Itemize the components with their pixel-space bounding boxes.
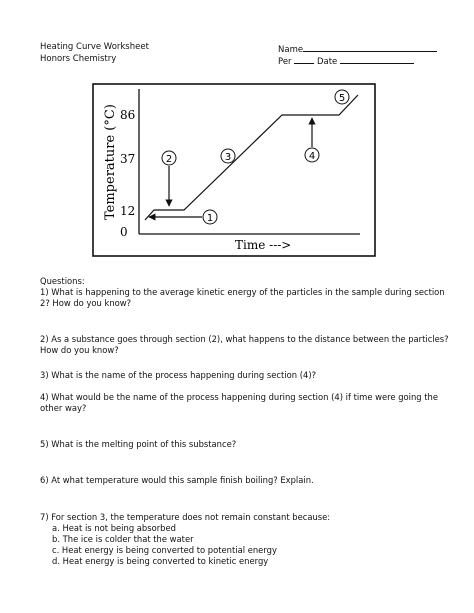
question-5: 5) What is the melting point of this substance? xyxy=(40,439,237,449)
y-tick-37: 37 xyxy=(120,152,136,166)
name-label: Name xyxy=(278,45,304,55)
question-4: 4) What would be the name of the process happening during section (4) if time were going the other way? xyxy=(40,392,439,413)
question-6: 6) At what temperature would this sample finish boiling? Explain. xyxy=(40,475,314,485)
worksheet-title: Heating Curve Worksheet xyxy=(40,42,149,52)
y-tick-12: 12 xyxy=(120,204,136,218)
course-name: Honors Chemistry xyxy=(40,54,117,64)
heating-curve-line xyxy=(145,95,358,220)
questions-heading: Questions: xyxy=(40,276,85,286)
y-axis-label: Temperature (°C) xyxy=(103,104,118,220)
date-label: Date xyxy=(316,57,338,67)
y-tick-86: 86 xyxy=(120,108,136,122)
question-2: 2) As a substance goes through section (2), what happens to the distance between the particles? How do you know? xyxy=(40,334,449,355)
question-7: 7) For section 3, the temperature does not remain constant because: xyxy=(40,512,331,522)
marker-3-label: 3 xyxy=(224,152,232,163)
per-label: Per xyxy=(278,57,292,67)
per-date-line xyxy=(278,54,414,68)
option-d: d. Heat energy is being converted to kinetic energy xyxy=(52,556,269,566)
per-field[interactable] xyxy=(294,54,314,64)
question-1: 1) What is happening to the average kinetic energy of the particles in the sample during section 2? How do you know? xyxy=(40,287,445,308)
marker-2-label: 2 xyxy=(165,154,173,165)
question-3: 3) What is the name of the process happening during section (4)? xyxy=(40,370,317,380)
option-a: a. Heat is not being absorbed xyxy=(52,523,176,533)
graph-frame xyxy=(93,84,375,256)
heating-curve-graph xyxy=(92,83,376,257)
option-c: c. Heat energy is being converted to potential energy xyxy=(52,545,277,555)
y-tick-0: 0 xyxy=(120,225,128,239)
name-field[interactable] xyxy=(303,42,437,52)
marker-1-label: 1 xyxy=(206,213,214,224)
marker-5-label: 5 xyxy=(338,93,346,104)
date-field[interactable] xyxy=(340,54,414,64)
option-b: b. The ice is colder that the water xyxy=(52,534,194,544)
marker-4-label: 4 xyxy=(308,151,316,162)
x-axis-label: Time ---> xyxy=(235,238,292,252)
